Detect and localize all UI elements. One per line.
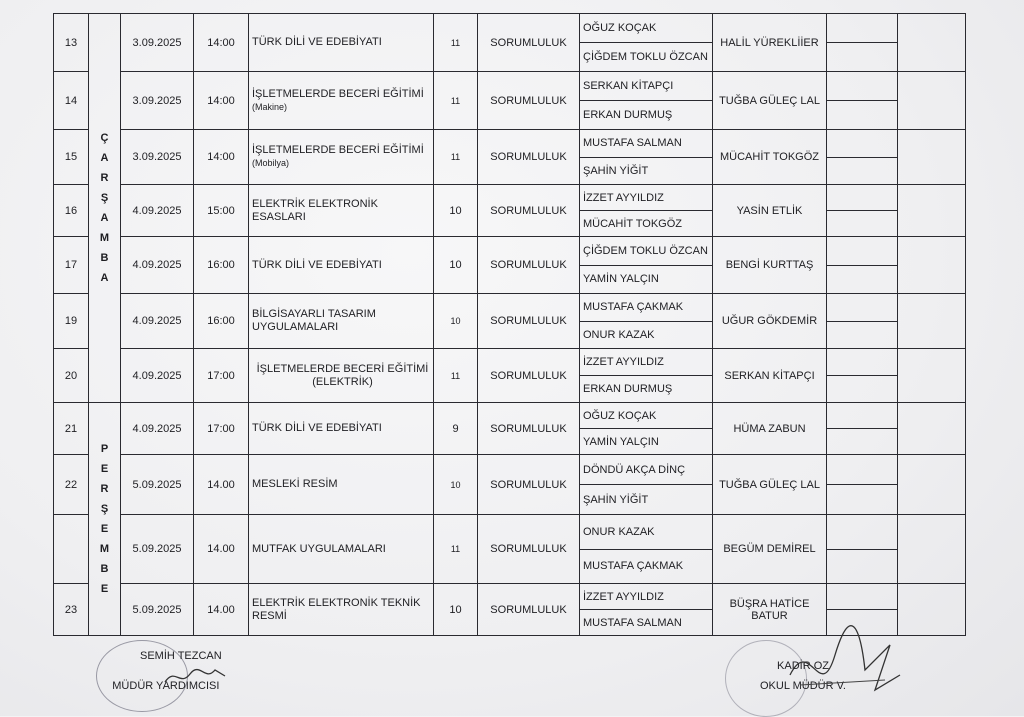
- exam-type: SORUMLULUK: [478, 294, 580, 349]
- day-letter: E: [100, 523, 109, 535]
- exam-type: SORUMLULUK: [478, 515, 580, 584]
- empty-cell: [827, 294, 898, 322]
- lesson-name: [249, 584, 434, 636]
- invigilator-1: İZZET AYYILDIZ: [580, 584, 713, 610]
- row-number: 21: [54, 403, 89, 455]
- exam-time: 17:00: [194, 403, 249, 455]
- table-row: [54, 72, 966, 101]
- exam-time: 15:00: [194, 185, 249, 237]
- empty-cell: [898, 185, 966, 237]
- empty-cell: [898, 14, 966, 72]
- exam-time: 16:00: [194, 294, 249, 349]
- exam-time: 14.00: [194, 515, 249, 584]
- exam-date: 3.09.2025: [121, 14, 194, 72]
- left-signature: [160, 662, 230, 692]
- responsible-teacher: BÜŞRA HATİCE BATUR: [713, 584, 827, 636]
- row-number: 22: [54, 455, 89, 515]
- responsible-teacher: SERKAN KİTAPÇI: [713, 349, 827, 403]
- empty-cell: [827, 43, 898, 72]
- lesson-title: İŞLETMELERDE BECERİ EĞİTİMİ: [252, 144, 424, 156]
- invigilator-1: İZZET AYYILDIZ: [580, 185, 713, 211]
- lesson-title: ELEKTRİK ELEKTRONİK TEKNİK RESMİ: [252, 596, 421, 622]
- table-row: [54, 185, 966, 211]
- empty-cell: [827, 14, 898, 43]
- exam-type: SORUMLULUK: [478, 584, 580, 636]
- empty-cell: [827, 376, 898, 403]
- invigilator-2: ŞAHİN YİĞİT: [580, 485, 713, 515]
- exam-type: SORUMLULUK: [478, 130, 580, 185]
- class-level: 10: [434, 237, 478, 294]
- day-letter: A: [100, 272, 109, 284]
- invigilator-1: SERKAN KİTAPÇI: [580, 72, 713, 101]
- day-letter: M: [99, 232, 110, 244]
- invigilator-1: ÇİĞDEM TOKLU ÖZCAN: [580, 237, 713, 266]
- empty-cell: [827, 549, 898, 584]
- lesson-name: [249, 14, 434, 72]
- empty-cell: [827, 211, 898, 237]
- class-level: 11: [434, 14, 478, 72]
- table-row: [54, 455, 966, 485]
- responsible-teacher: HÜMA ZABUN: [713, 403, 827, 455]
- right-signer-name: KADİR OZ: [777, 660, 829, 672]
- table-row: [54, 349, 966, 376]
- invigilator-1: MUSTAFA ÇAKMAK: [580, 294, 713, 322]
- exam-date: 4.09.2025: [121, 185, 194, 237]
- day-letter: Ş: [100, 192, 109, 204]
- invigilator-2: MUSTAFA ÇAKMAK: [580, 549, 713, 584]
- exam-date: 3.09.2025: [121, 130, 194, 185]
- empty-cell: [827, 584, 898, 610]
- lesson-name: [249, 515, 434, 584]
- empty-cell: [827, 130, 898, 158]
- exam-time: 14:00: [194, 72, 249, 130]
- day-letter: E: [100, 463, 109, 475]
- lesson-name: [249, 349, 434, 403]
- responsible-teacher: UĞUR GÖKDEMİR: [713, 294, 827, 349]
- left-signer-name: SEMİH TEZCAN: [140, 650, 222, 662]
- empty-cell: [827, 515, 898, 550]
- day-letter: R: [100, 172, 109, 184]
- invigilator-2: YAMİN YALÇIN: [580, 265, 713, 294]
- row-number: 15: [54, 130, 89, 185]
- empty-cell: [898, 349, 966, 403]
- responsible-teacher: TUĞBA GÜLEÇ LAL: [713, 455, 827, 515]
- empty-cell: [827, 157, 898, 185]
- lesson-title: TÜRK DİLİ VE EDEBİYATI: [252, 36, 382, 48]
- lesson-title: İŞLETMELERDE BECERİ EĞİTİMİ: [252, 87, 424, 100]
- lesson-name: [249, 294, 434, 349]
- day-label-persembe: [89, 403, 121, 636]
- row-number: 20: [54, 349, 89, 403]
- exam-date: 4.09.2025: [121, 403, 194, 455]
- empty-cell: [898, 294, 966, 349]
- empty-cell: [827, 485, 898, 515]
- empty-cell: [827, 185, 898, 211]
- invigilator-2: ONUR KAZAK: [580, 321, 713, 349]
- day-letter: M: [99, 543, 110, 555]
- empty-cell: [898, 237, 966, 294]
- lesson-subtitle: (Makine): [252, 101, 288, 112]
- empty-cell: [898, 455, 966, 515]
- day-letter: Ç: [100, 132, 109, 144]
- lesson-name: [249, 403, 434, 455]
- empty-cell: [898, 515, 966, 584]
- exam-type: SORUMLULUK: [478, 455, 580, 515]
- exam-date: 4.09.2025: [121, 294, 194, 349]
- lesson-title: TÜRK DİLİ VE EDEBİYATI: [252, 258, 382, 271]
- exam-time: 14:00: [194, 130, 249, 185]
- right-signer-title: OKUL MÜDÜR V.: [760, 680, 846, 692]
- empty-cell: [827, 349, 898, 376]
- exam-date: 5.09.2025: [121, 584, 194, 636]
- empty-cell: [827, 455, 898, 485]
- lesson-title: ELEKTRİK ELEKTRONİK ESASLARI: [252, 197, 378, 223]
- exam-type: SORUMLULUK: [478, 185, 580, 237]
- exam-time: 14.00: [194, 455, 249, 515]
- lesson-name: [249, 185, 434, 237]
- empty-cell: [827, 101, 898, 130]
- lesson-title: BİLGİSAYARLI TASARIM UYGULAMALARI: [252, 308, 376, 333]
- exam-time: 17:00: [194, 349, 249, 403]
- class-level: 11: [434, 349, 478, 403]
- invigilator-1: OĞUZ KOÇAK: [580, 403, 713, 429]
- lesson-title: İŞLETMELERDE BECERİ EĞİTİMİ: [256, 362, 429, 375]
- responsible-teacher: MÜCAHİT TOKGÖZ: [713, 130, 827, 185]
- table-row: [54, 515, 966, 550]
- day-letter: R: [100, 483, 109, 495]
- day-letter: A: [100, 212, 109, 224]
- lesson-name: [249, 237, 434, 294]
- invigilator-2: ÇİĞDEM TOKLU ÖZCAN: [580, 43, 713, 72]
- class-level: 9: [434, 403, 478, 455]
- day-letter: B: [100, 563, 109, 575]
- exam-date: 5.09.2025: [121, 515, 194, 584]
- invigilator-1: MUSTAFA SALMAN: [580, 130, 713, 158]
- class-level: 11: [434, 515, 478, 584]
- table-row: [54, 403, 966, 429]
- empty-cell: [827, 403, 898, 429]
- left-signer-title: MÜDÜR YARDIMCISI: [112, 680, 220, 692]
- empty-cell: [827, 429, 898, 455]
- table-row: [54, 237, 966, 266]
- table-row: [54, 130, 966, 158]
- day-letter: Ş: [100, 503, 109, 515]
- right-signature: [780, 615, 910, 710]
- row-number: 17: [54, 237, 89, 294]
- exam-time: 16:00: [194, 237, 249, 294]
- responsible-teacher: TUĞBA GÜLEÇ LAL: [713, 72, 827, 130]
- class-level: 10: [434, 584, 478, 636]
- invigilator-2: YAMİN YALÇIN: [580, 429, 713, 455]
- empty-cell: [827, 237, 898, 266]
- lesson-title: MESLEKİ RESİM: [252, 478, 338, 490]
- exam-date: 5.09.2025: [121, 455, 194, 515]
- exam-type: SORUMLULUK: [478, 14, 580, 72]
- table-row: [54, 14, 966, 43]
- exam-date: 3.09.2025: [121, 72, 194, 130]
- exam-type: SORUMLULUK: [478, 237, 580, 294]
- row-number: 16: [54, 185, 89, 237]
- class-level: 10: [434, 185, 478, 237]
- exam-schedule-table: [53, 13, 966, 636]
- table-row: [54, 294, 966, 322]
- lesson-subtitle: (ELEKTRİK): [312, 375, 373, 388]
- day-letter: A: [100, 152, 109, 164]
- table-row: [54, 584, 966, 610]
- invigilator-2: ŞAHİN YİĞİT: [580, 157, 713, 185]
- exam-type: SORUMLULUK: [478, 72, 580, 130]
- invigilator-2: MUSTAFA SALMAN: [580, 610, 713, 636]
- lesson-name: [249, 455, 434, 515]
- row-number: 19: [54, 294, 89, 349]
- row-number: 23: [54, 584, 89, 636]
- class-level: 10: [434, 294, 478, 349]
- empty-cell: [898, 403, 966, 455]
- exam-time: 14.00: [194, 584, 249, 636]
- invigilator-1: ONUR KAZAK: [580, 515, 713, 550]
- responsible-teacher: HALİL YÜREKLİİER: [713, 14, 827, 72]
- invigilator-1: İZZET AYYILDIZ: [580, 349, 713, 376]
- row-number: 14: [54, 72, 89, 130]
- invigilator-2: ERKAN DURMUŞ: [580, 376, 713, 403]
- invigilator-1: DÖNDÜ AKÇA DİNÇ: [580, 455, 713, 485]
- invigilator-2: MÜCAHİT TOKGÖZ: [580, 211, 713, 237]
- lesson-name: [249, 72, 434, 130]
- day-label-carsamba: [89, 14, 121, 403]
- day-letter: E: [100, 583, 109, 595]
- lesson-subtitle: (Mobilya): [252, 158, 290, 168]
- responsible-teacher: BEGÜM DEMİREL: [713, 515, 827, 584]
- lesson-title: TÜRK DİLİ VE EDEBİYATI: [252, 422, 382, 434]
- day-letter: B: [100, 252, 109, 264]
- row-number: 13: [54, 14, 89, 72]
- day-letter: P: [100, 443, 109, 455]
- empty-cell: [898, 130, 966, 185]
- row-number: [54, 515, 89, 584]
- exam-type: SORUMLULUK: [478, 349, 580, 403]
- empty-cell: [827, 72, 898, 101]
- exam-date: 4.09.2025: [121, 349, 194, 403]
- empty-cell: [827, 265, 898, 294]
- class-level: 10: [434, 455, 478, 515]
- empty-cell: [827, 321, 898, 349]
- class-level: 11: [434, 72, 478, 130]
- responsible-teacher: YASİN ETLİK: [713, 185, 827, 237]
- lesson-title: MUTFAK UYGULAMALARI: [252, 542, 386, 555]
- empty-cell: [898, 72, 966, 130]
- invigilator-1: OĞUZ KOÇAK: [580, 14, 713, 43]
- responsible-teacher: BENGİ KURTTAŞ: [713, 237, 827, 294]
- exam-date: 4.09.2025: [121, 237, 194, 294]
- exam-type: SORUMLULUK: [478, 403, 580, 455]
- class-level: 11: [434, 130, 478, 185]
- exam-time: 14:00: [194, 14, 249, 72]
- invigilator-2: ERKAN DURMUŞ: [580, 101, 713, 130]
- lesson-name: [249, 130, 434, 185]
